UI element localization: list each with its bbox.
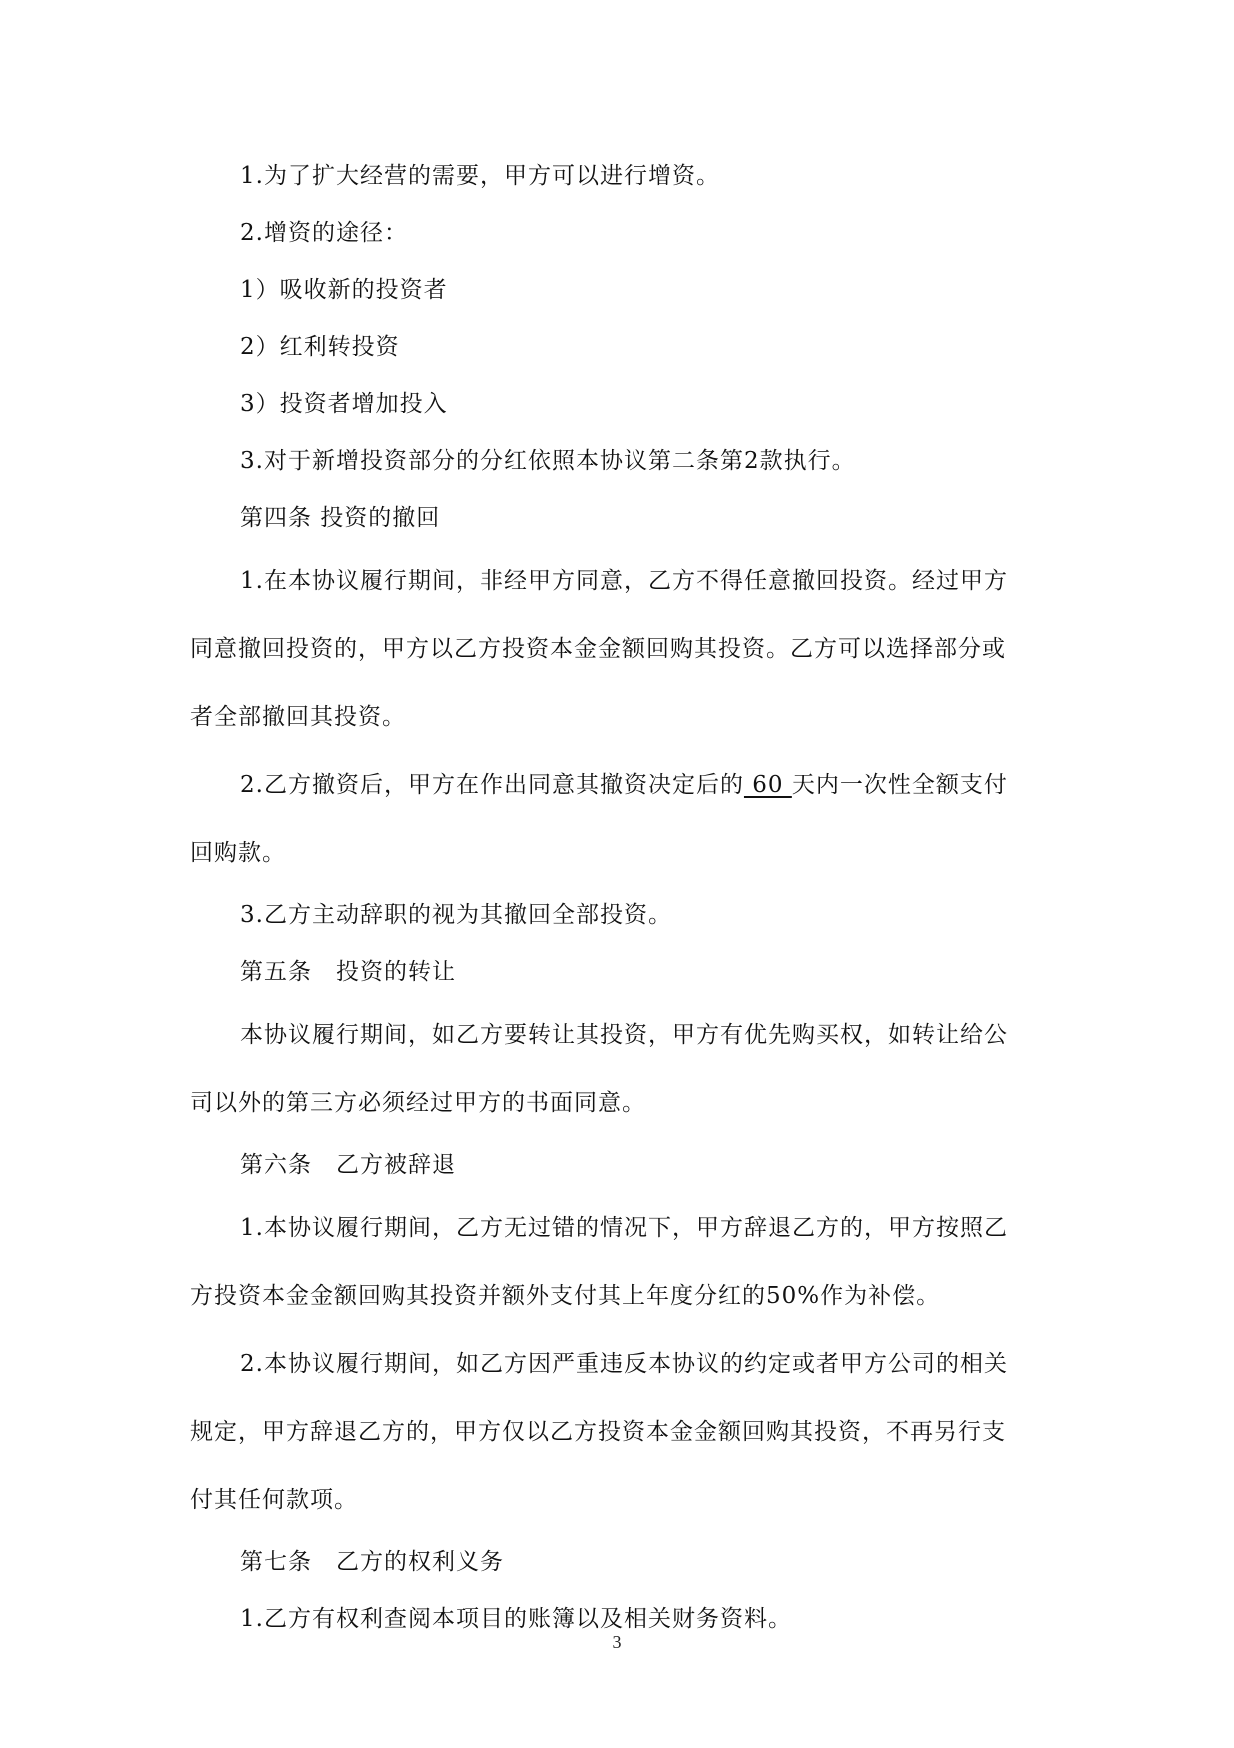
paragraph-capital-increase-ways: 2.增资的途径：	[240, 220, 408, 246]
paragraph-dismissal-1-line2: 方投资本金金额回购其投资并额外支付其上年度分红的50%作为补偿。	[190, 1283, 941, 1309]
paragraph-withdrawal-1-line2: 同意撤回投资的，甲方以乙方投资本金金额回购其投资。乙方可以选择部分或	[190, 636, 1006, 662]
document-body	[190, 148, 1050, 1648]
paragraph-withdrawal-2-line2: 回购款。	[190, 840, 286, 866]
paragraph-withdrawal-2-line1	[190, 751, 1050, 819]
paragraph-capital-increase-purpose: 1.为了扩大经营的需要，甲方可以进行增资。	[240, 163, 720, 189]
paragraph-dismissal-1-line1: 1.本协议履行期间，乙方无过错的情况下，甲方辞退乙方的，甲方按照乙	[240, 1215, 1008, 1241]
paragraph-transfer-line1: 本协议履行期间，如乙方要转让其投资，甲方有优先购买权，如转让给公	[240, 1022, 1008, 1048]
paragraph-transfer-line2: 司以外的第三方必须经过甲方的书面同意。	[190, 1090, 646, 1116]
article-5-heading: 第五条 投资的转让	[240, 959, 456, 985]
paragraph-dismissal-2-line2: 规定，甲方辞退乙方的，甲方仅以乙方投资本金金额回购其投资，不再另行支	[190, 1419, 1006, 1445]
article-6-heading: 第六条 乙方被辞退	[240, 1152, 456, 1178]
article-4-heading: 第四条 投资的撤回	[240, 505, 441, 531]
withdrawal-2-text-b: 天内一次性全额支付	[791, 772, 1008, 798]
paragraph-dismissal-2-line3: 付其任何款项。	[190, 1487, 358, 1513]
paragraph-withdrawal-1-line1: 1.在本协议履行期间，非经甲方同意，乙方不得任意撤回投资。经过甲方	[240, 568, 1008, 594]
list-item-dividend-reinvestment: 2）红利转投资	[240, 334, 400, 360]
withdrawal-days-value: 60	[743, 772, 792, 798]
paragraph-withdrawal-3: 3.乙方主动辞职的视为其撤回全部投资。	[240, 902, 672, 928]
paragraph-new-investment-dividend: 3.对于新增投资部分的分红依照本协议第二条第2款执行。	[240, 448, 856, 474]
list-item-new-investors: 1）吸收新的投资者	[240, 277, 448, 303]
article-7-heading: 第七条 乙方的权利义务	[240, 1549, 504, 1575]
withdrawal-2-text-a: 2.乙方撤资后，甲方在作出同意其撤资决定后的	[240, 772, 744, 798]
list-item-additional-input: 3）投资者增加投入	[240, 391, 448, 417]
paragraph-withdrawal-1-line3: 者全部撤回其投资。	[190, 704, 406, 730]
paragraph-rights-1: 1.乙方有权利查阅本项目的账簿以及相关财务资料。	[240, 1606, 792, 1632]
paragraph-dismissal-2-line1: 2.本协议履行期间，如乙方因严重违反本协议的约定或者甲方公司的相关	[240, 1351, 1008, 1377]
page-number: 3	[612, 1632, 622, 1652]
